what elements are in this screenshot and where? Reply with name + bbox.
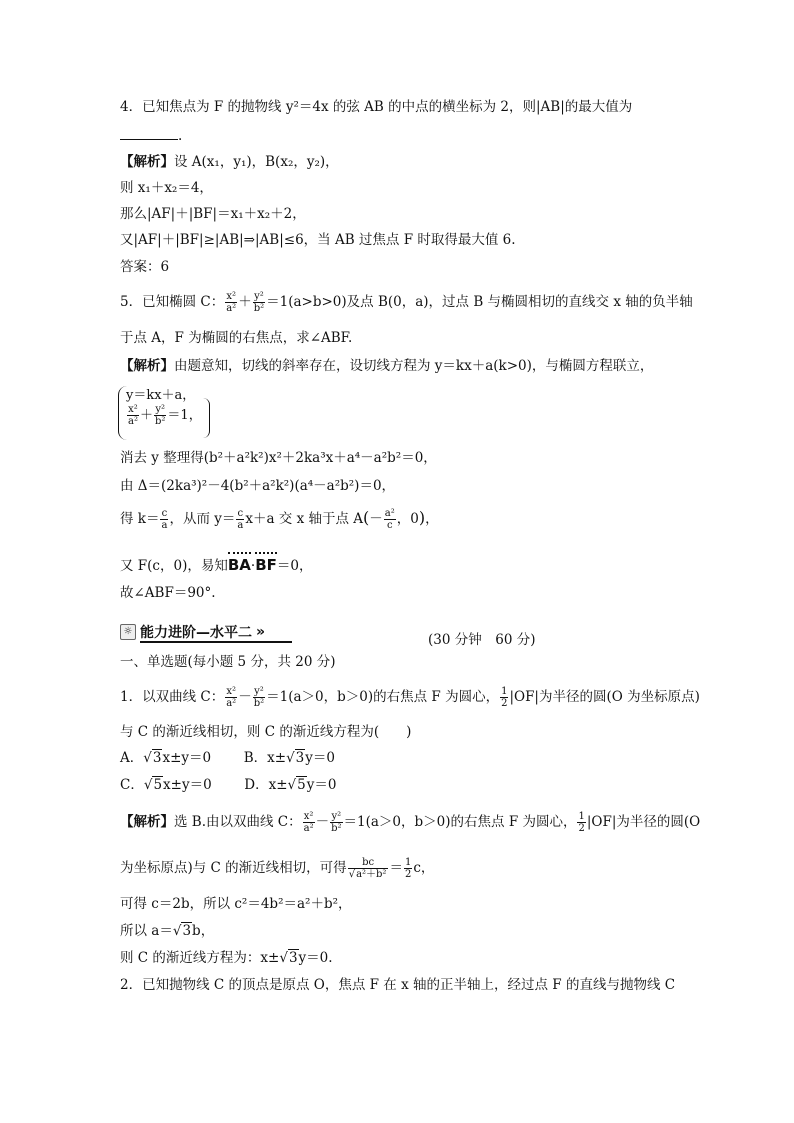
q5-delta: 由 Δ＝(2ka³)²－4(b²＋a²k²)(a⁴－a²b²)＝0，	[120, 478, 396, 494]
q4-line2: .	[120, 125, 182, 146]
q5-vector-dot: 又 F(c，0)，易知BA·BF＝0，	[120, 556, 313, 574]
section-underline	[140, 641, 292, 643]
section-sub: 一、单选题(每小题 5 分，共 20 分)	[120, 654, 336, 670]
q1-jiexi-line1: 【解析】选 B.由以双曲线 C： $\frac{\text{x²}}{\text{a²}}$ － $\frac{\text{y²}}{\text{b²}}$ ＝1(a＞0，b＞0)的右焦点 F 为圆心， $\frac{1}{2}$ |OF|为半径的圆(O	[120, 811, 701, 834]
q4-step3: 又|AF|＋|BF|≥|AB|⇒|AB|≤6，当 AB 过焦点 F 时取得最大值 6.	[120, 232, 516, 248]
q4-step1: 则 x₁＋x₂＝4，	[120, 180, 213, 196]
vector-BF: BF	[255, 556, 277, 574]
section-title: 能力进阶—水平二	[140, 625, 252, 641]
option-b[interactable]: B．x±√3y＝0	[243, 750, 335, 766]
answer-blank[interactable]	[120, 125, 178, 140]
chevron-right-icon: »	[256, 624, 266, 640]
q1-options-ab	[120, 748, 335, 768]
q4-answer: 答案：6	[120, 259, 170, 275]
equation-system: y＝kx＋a， $\frac{\text{x²}}{\text{a²}}$ ＋ $\frac{\text{y²}}{\text{b²}}$ ＝1，	[118, 384, 210, 442]
option-a[interactable]: A．√3x±y＝0	[120, 750, 212, 766]
q4-step2: 那么|AF|＋|BF|＝x₁＋x₂＋2，	[120, 206, 306, 222]
q1-jiexi-line2: 为坐标原点)与 C 的渐近线相切，可得 $\frac{bc}{\text{√a²＋b²}}$ ＝ $\frac{1}{2}$ c，	[120, 857, 435, 880]
q5-conclude: 故∠ABF＝90°.	[120, 585, 216, 601]
q1-jiexi-line5: 则 C 的渐近线方程为：x±√3y＝0.	[120, 950, 333, 966]
q5-jiexi: 【解析】由题意知，切线的斜率存在，设切线方程为 y＝kx＋a(k>0)，与椭圆方程联立，	[120, 358, 654, 374]
q1-jiexi-line3: 可得 c＝2b，所以 c²＝4b²＝a²＋b²，	[120, 896, 352, 912]
vector-BA: BA	[227, 556, 251, 574]
time-score: (30 分钟 60 分)	[428, 632, 536, 648]
q4-jiexi: 【解析】设 A(x₁，y₁)，B(x₂，y₂)，	[120, 154, 339, 170]
q5-elim: 消去 y 整理得(b²＋a²k²)x²＋2ka³x＋a⁴－a²b²＝0，	[120, 450, 437, 466]
q1-options-cd	[120, 775, 336, 795]
q5-line1: 5．已知椭圆 C： $\frac{\text{x²}}{\text{a²}}$ ＋ $\frac{\text{y²}}{\text{b²}}$ ＝1(a>b>0)及点 B(0，a)，过点 B 与椭圆相切的直线交 x 轴的负半轴	[120, 291, 693, 314]
q4-line1: 4．已知焦点为 F 的抛物线 y²＝4x 的弦 AB 的中点的横坐标为 2，则|AB|的最大值为	[120, 99, 633, 115]
lightbulb-icon: ☼	[120, 624, 136, 640]
option-d[interactable]: D．x±√5y＝0	[244, 777, 337, 793]
option-c[interactable]: C．√5x±y＝0	[120, 777, 212, 793]
q1-line1: 1．以双曲线 C： $\frac{\text{x²}}{\text{a²}}$ － $\frac{\text{y²}}{\text{b²}}$ ＝1(a＞0，b＞0)的右焦点 F 为圆心， $\frac{1}{2}$ |OF|为半径的圆(O 为坐标原点)	[120, 686, 700, 709]
q2-line1: 2．已知抛物线 C 的顶点是原点 O，焦点 F 在 x 轴的正半轴上，经过点 F 的直线与抛物线 C	[120, 977, 676, 993]
q5-get-k: 得 k＝ $\frac{c}{a}$ ，从而 y＝ $\frac{c}{a}$ x＋a 交 x 轴于点 A(－ $\frac{\text{a²}}{c}$ ，0)，	[120, 508, 439, 531]
q1-jiexi-line4: 所以 a＝√3b，	[120, 923, 215, 939]
right-paren	[203, 398, 210, 438]
q5-line2: 于点 A，F 为椭圆的右焦点，求∠ABF.	[120, 330, 353, 346]
q1-line2: 与 C 的渐近线相切，则 C 的渐近线方程为( )	[120, 724, 412, 740]
